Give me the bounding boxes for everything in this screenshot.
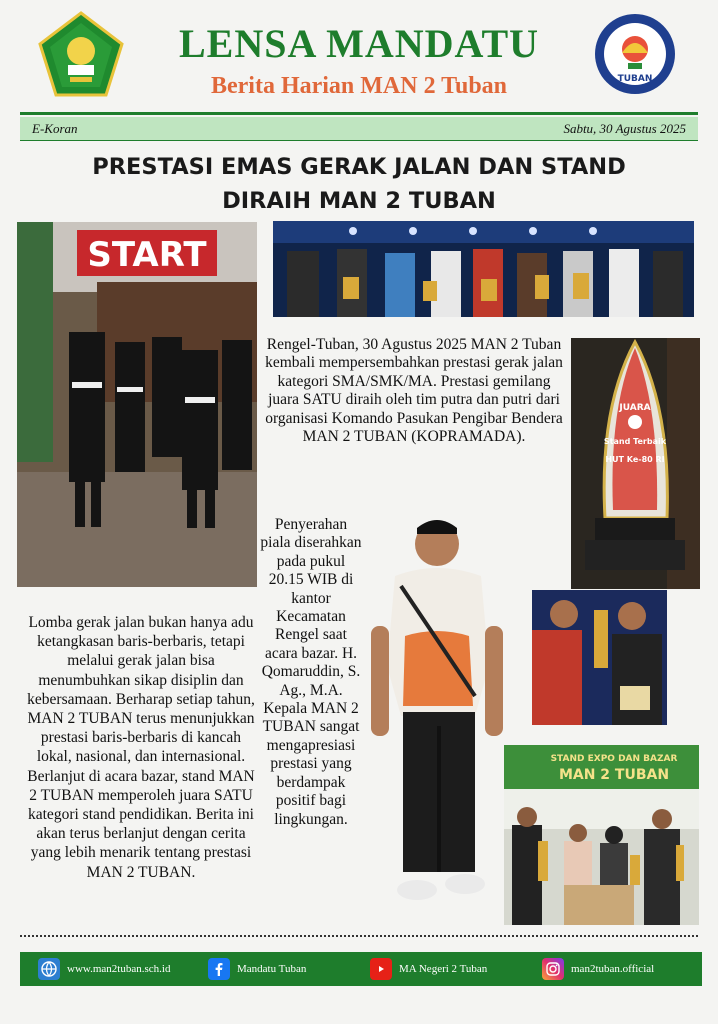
headline [40, 150, 678, 218]
svg-text:STAND EXPO DAN BAZAR: STAND EXPO DAN BAZAR [550, 754, 678, 764]
photo-stand-trophy [571, 338, 700, 589]
facebook-icon [208, 958, 230, 980]
footer-instagram-label: man2tuban.official [571, 963, 655, 975]
masthead-title: LENSA MANDATU [178, 21, 540, 66]
photo-trophy-handover [532, 590, 667, 725]
madrasah-logo [592, 11, 678, 97]
svg-text:Stand Terbaik: Stand Terbaik [603, 437, 667, 446]
svg-text:JUARA: JUARA [619, 403, 651, 413]
headline-line-2: DIRAIH MAN 2 TUBAN [222, 188, 496, 214]
svg-text:MAN 2 TUBAN: MAN 2 TUBAN [558, 767, 670, 783]
youtube-icon [370, 958, 392, 980]
svg-text:TUBAN: TUBAN [617, 74, 653, 84]
globe-icon [38, 958, 60, 980]
footer-bar [20, 952, 702, 986]
article-paragraph-3: Lomba gerak jalan bukan hanya adu ketangkasan baris-berbaris, tetapi melalui gerak jalan bisa menumbuhkan sikap disiplin dan kebersamaan. Berharap setiap tahun, MAN 2 TUBAN terus menunjukkan prestasi baris-berbaris di kancah lokal, nasional, dan internasional. Berlanjut di acara bazar, stand MAN 2 TUBAN memperoleh juara SATU kategori stand pendidikan. Berita ini akan terus berlanjut dengan cerita yang lebih menarik tentang prestasi MAN 2 TUBAN. [27, 614, 255, 881]
instagram-icon [542, 958, 564, 980]
edition-label: E-Koran [32, 121, 78, 136]
article-paragraph-2-text: Penyerahan piala diserahkan pada pukul 20.15 WIB di kantor Kecamatan Rengel saat acara bazar. H. Qomaruddin, S. Ag., M.A. Kepala MAN 2 TUBAN sangat mengapresiasi prestasi yang berdampak positif bagi lingkungan. [260, 516, 362, 828]
dateline [20, 117, 698, 141]
footer-divider [20, 935, 698, 937]
footer-youtube-label: MA Negeri 2 Tuban [399, 963, 488, 975]
edition-date: Sabtu, 30 Agustus 2025 [563, 121, 686, 136]
headline-line-1: PRESTASI EMAS GERAK JALAN DAN STAND [92, 154, 626, 180]
footer-facebook[interactable] [208, 956, 306, 982]
masthead-subtitle: Berita Harian MAN 2 Tuban [210, 73, 508, 99]
photo-marching-team [17, 222, 257, 587]
photo-headmaster [365, 516, 515, 920]
photo-award-stage [273, 221, 694, 317]
svg-text:HUT Ke-80 RI: HUT Ke-80 RI [605, 455, 665, 464]
footer-website-label: www.man2tuban.sch.id [67, 963, 171, 975]
article-paragraph-2 [258, 516, 364, 829]
photo-expo-stand [504, 745, 699, 925]
footer-youtube[interactable] [370, 956, 487, 982]
footer-instagram[interactable] [542, 956, 654, 982]
footer-website[interactable] [38, 956, 170, 982]
svg-text:START: START [87, 235, 207, 275]
footer-facebook-label: Mandatu Tuban [237, 963, 307, 975]
article-paragraph-1: Rengel-Tuban, 30 Agustus 2025 MAN 2 Tuban kembali mempersembahkan prestasi gerak jalan kategori SMA/SMK/MA. Prestasi gemilang juara SATU diraih oleh tim putra dan putri dari organisasi Komando Pasukan Pengibar Bendera MAN 2 TUBAN (KOPRAMADA). [265, 336, 563, 446]
masthead-rule [20, 112, 698, 115]
